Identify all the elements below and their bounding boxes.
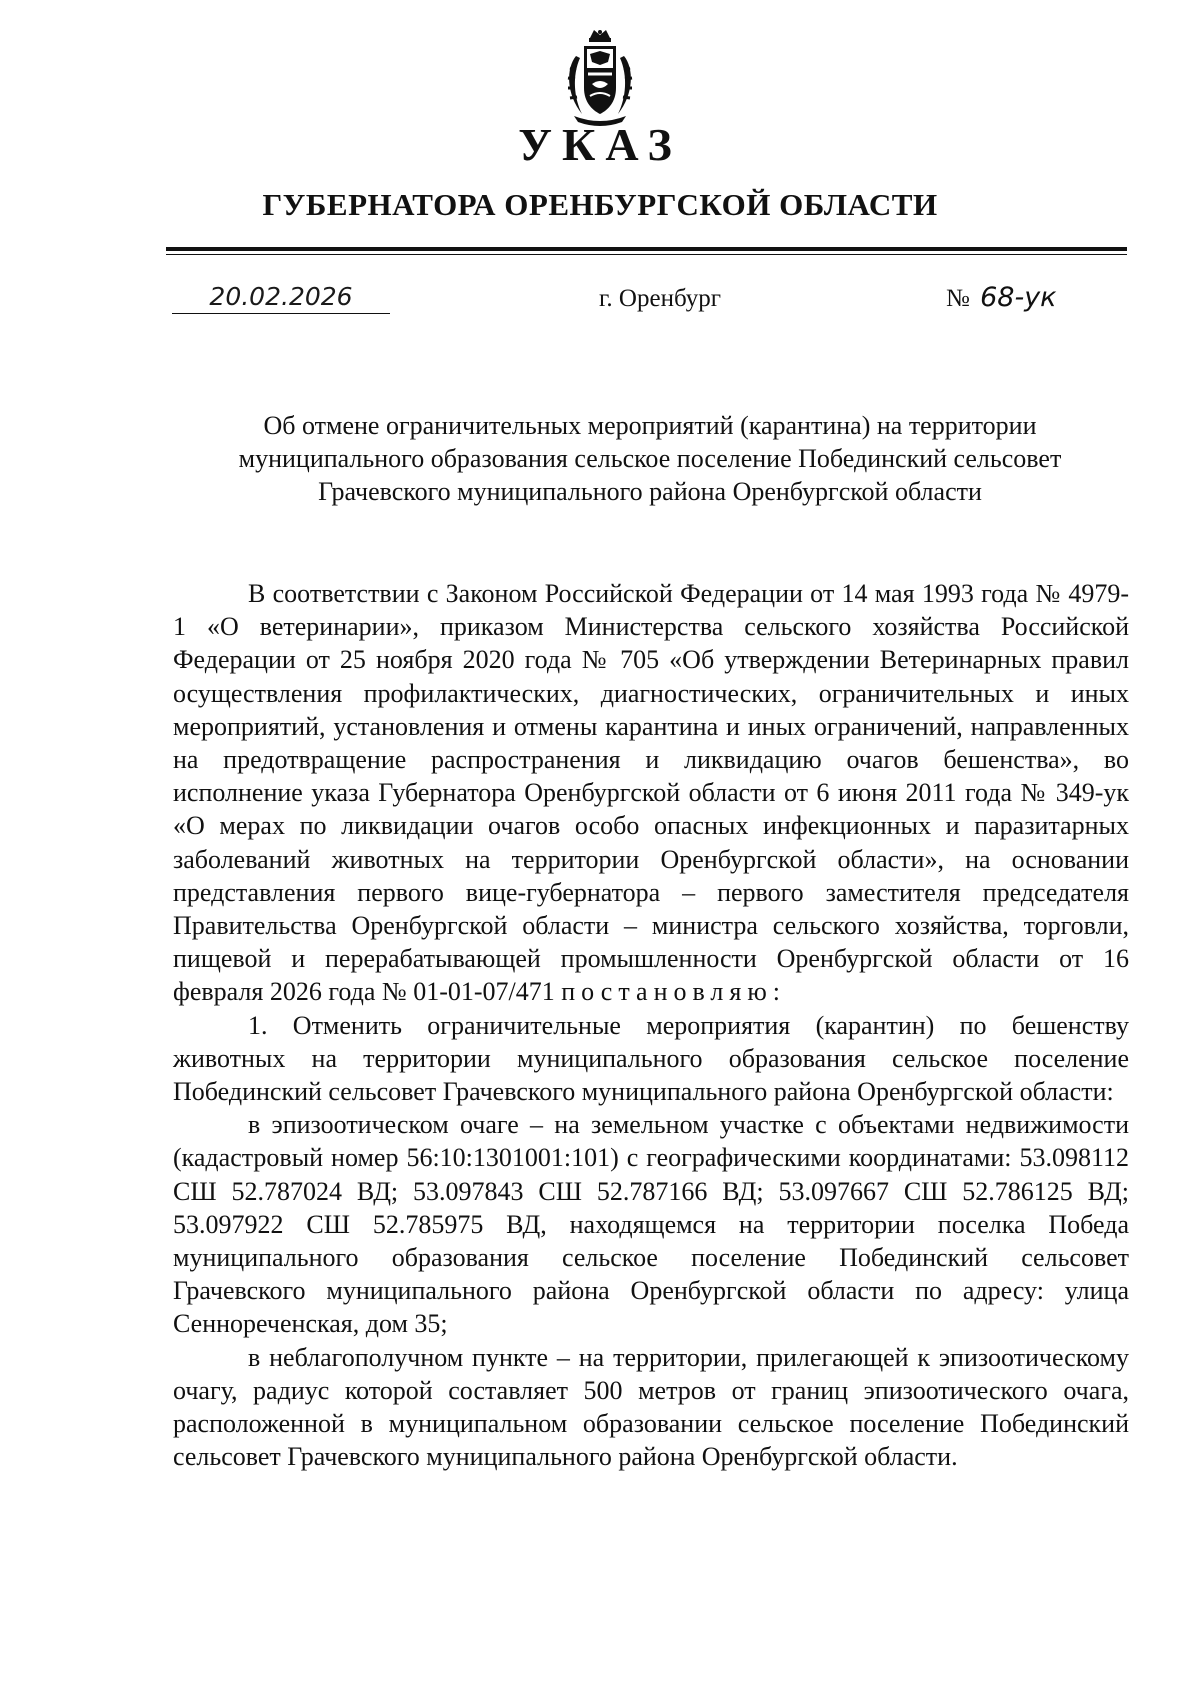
issuing-authority: ГУБЕРНАТОРА ОРЕНБУРГСКОЙ ОБЛАСТИ [262,187,938,222]
document-type-title: УКАЗ [518,119,682,170]
body-paragraph-outbreak-focus: в эпизоотическом очаге – на земельном участке с объектами недвижимости (кадастровый номер 56:10:1301001:101) с географическими координатами: 53.098112 СШ 52.787024 ВД; 53.097843 СШ 52.787166 ВД; 53.097667 СШ 52.786125 ВД; 53.097922 СШ 52.785975 ВД, находящемся на территории поселка Победа муниципального образования сельское поселение Побединский сельсовет Грачевского муниципального района Оренбургской области по адресу: улица Сеннореченская, дом 35; [173,1110,1129,1339]
decree-verb: постановляю: [561,977,786,1007]
subject-line-2: муниципального образования сельское поселение Побединский сельсовет [238,444,1062,473]
document-subject [170,409,1130,508]
number-value: 68-ук [980,282,1057,313]
preamble-text: В соответствии с Законом Российской Федерации от 14 мая 1993 года № 4979-1 «О ветеринарии», приказом Министерства сельского хозяйства Российской Федерации от 25 ноября 2020 года № 705 «Об утверждении Ветеринарных правил осуществления профилактических, диагностических, ограничительных и иных мероприятий, установления и отмены карантина и иных ограничений, направленных на предотвращение распространения и ликвидацию очагов бешенства», во исполнение указа Губернатора Оренбургской области от 6 июня 2011 года № 349-ук «О мерах по ликвидации очагов особо опасных инфекционных и паразитарных заболеваний животных на территории Оренбургской области», на основании представления первого вице-губернатора – первого заместителя председателя Правительства Оренбургской области – министра сельского хозяйства, торговли, пищевой и перерабатывающей промышленности Оренбургской области от 16 февраля 2026 года № 01-01-07/471 [173,579,1129,1007]
header-divider-thick [166,247,1127,251]
header-divider-thin [166,254,1127,255]
subject-line-3: Грачевского муниципального района Оренбургской области [318,477,982,506]
coat-of-arms-icon [560,28,640,128]
subject-line-1: Об отмене ограничительных мероприятий (карантина) на территории [263,411,1037,440]
date-underline [172,313,390,314]
body-paragraph-affected-area: в неблагополучном пункте – на территории, прилегающей к эпизоотическому очагу, радиус которой составляет 500 метров от границ эпизоотического очага, расположенной в муниципальном образовании сельское поселение Побединский сельсовет Грачевского муниципального района Оренбургской области. [173,1342,1129,1472]
number-prefix: № [946,285,970,312]
document-date: 20.02.2026 [209,282,353,311]
document-body [173,577,1129,1473]
document-number [946,282,1057,313]
document-city: г. Оренбург [599,285,721,312]
body-paragraph-preamble [173,577,1129,1009]
body-paragraph-item-1: 1. Отменить ограничительные мероприятия (карантин) по бешенству животных на территории муниципального образования сельское поселение Побединский сельсовет Грачевского муниципального района Оренбургской области: [173,1010,1129,1107]
